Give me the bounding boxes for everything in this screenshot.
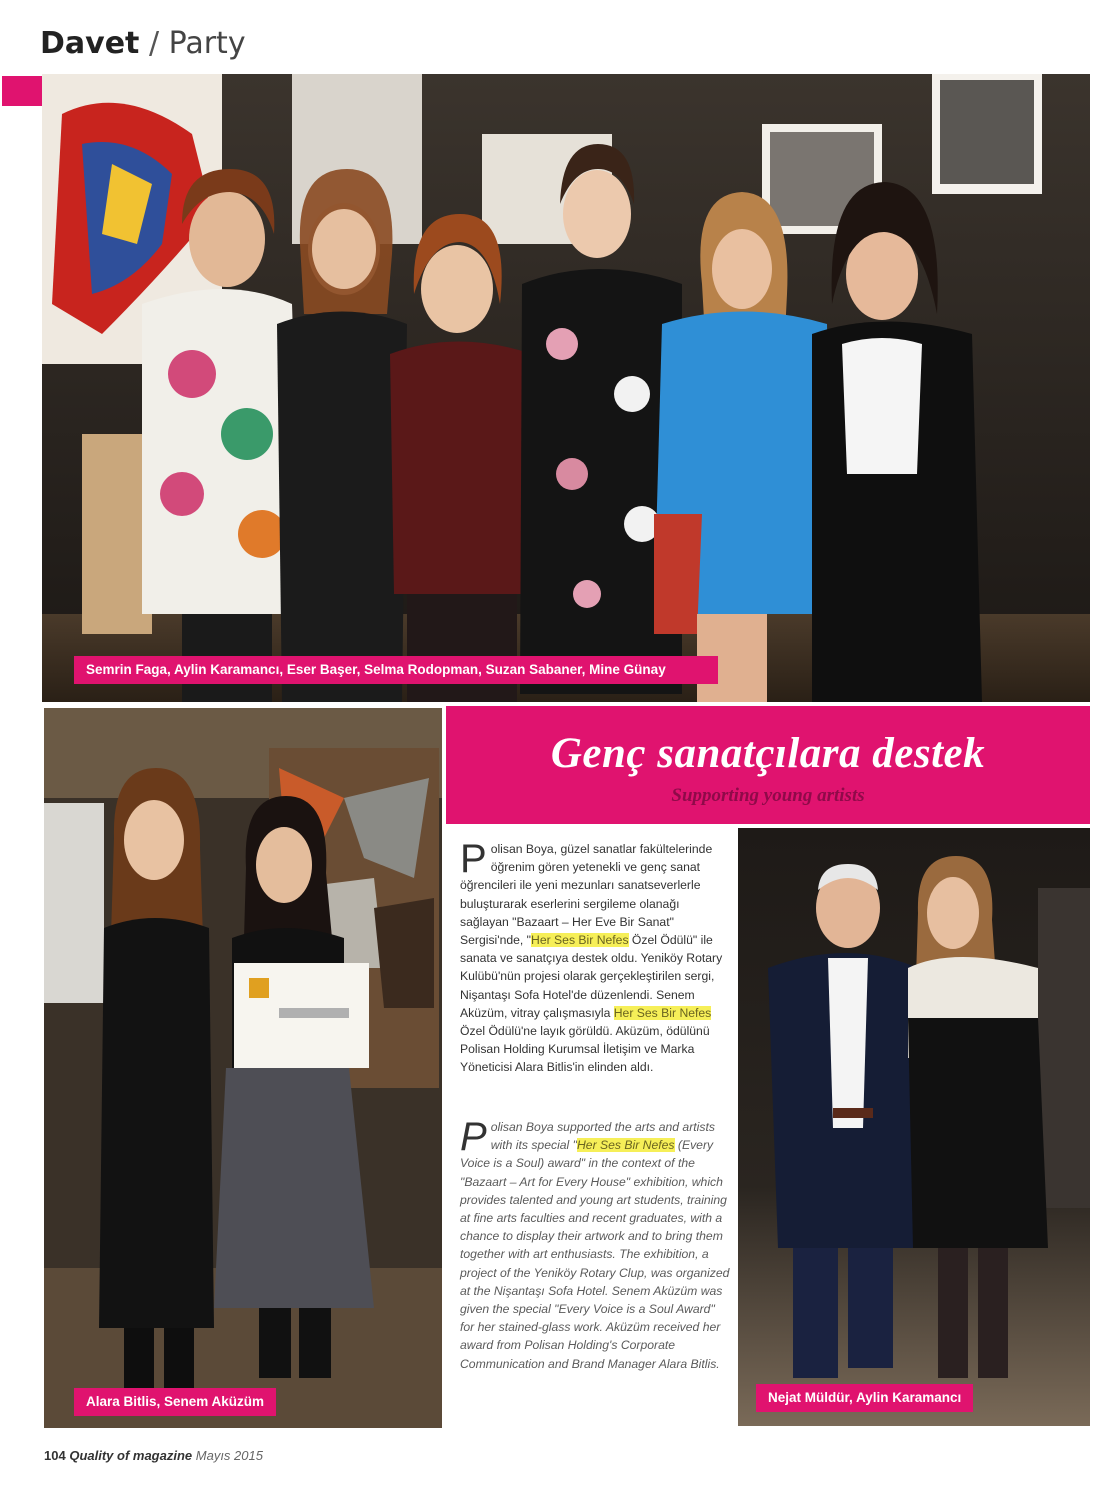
award-photo [44,708,442,1428]
drop-cap-tr: P [460,837,487,881]
section-header [40,26,246,61]
article-en-segment: olisan Boya supported the arts and artists with its special " [490,1120,715,1153]
award-photo-image [44,708,442,1428]
footer-magazine-name: Quality of magazine [69,1448,193,1463]
group-photo-image [42,74,1090,702]
drop-cap-en: P [460,1115,487,1159]
couple-photo-caption: Nejat Müldür, Aylin Karamancı [756,1384,973,1412]
article-text-tr [460,837,730,1077]
article-text-en [460,1115,730,1373]
article-title: Genç sanatçılara destek [550,730,986,777]
highlight-award-name: Her Ses Bir Nefes [576,1138,675,1153]
couple-photo-image [738,828,1090,1426]
section-title: Davet [40,26,140,61]
article-tr-segment: Özel Ödülü" ile sanata ve sanatçıya destek oldu. Yeniköy Rotary Kulübü'nün projesi olarak gerçekleştirilen sergi, Nişantaşı Sofa Hotel'de düzenlendi. Senem Aküzüm, vitray çalışmasıyla [460,933,723,1020]
highlight-award-name: Her Ses Bir Nefes [613,1005,712,1020]
article-subtitle: Supporting young artists [671,785,865,806]
highlight-award-name: Her Ses Bir Nefes [531,933,629,948]
group-photo [42,74,1090,702]
page-number: 104 [44,1448,66,1463]
article-tr-segment: Özel Ödülü'ne layık görüldü. Aküzüm, ödülünü Polisan Holding Kurumsal İletişim ve Marka Yöneticisi Alara Bitlis'in elinden aldı. [460,1024,710,1075]
group-photo-caption: Semrin Faga, Aylin Karamancı, Eser Başer, Selma Rodopman, Suzan Sabaner, Mine Günay [74,656,718,684]
section-subtitle: Party [168,26,246,61]
couple-photo [738,828,1090,1426]
award-photo-caption: Alara Bitlis, Senem Aküzüm [74,1388,276,1416]
page-footer [44,1448,263,1463]
article-tr-segment: olisan Boya, güzel sanatlar fakültelerinde öğrenim gören yetenekli ve genç sanat öğrencileri ile yeni mezunları sanatseverlerle buluşturarak eserlerini sergileme olanağı sağlayan "Bazaart – Her Eve Bir Sanat" Sergisi'nde, " [460,842,713,948]
article-title-box [446,706,1090,824]
article-en-segment: (Every Voice is a Soul) award" in the context of the "Bazaart – Art for Every House" exhibition, which provides talented and young art students, training at fine arts faculties and recent graduates, with a chance to display their artwork and to bring them together with art enthusiasts. The exhibition, a project of the Yeniköy Rotary Clup, was organized at the Nişantaşı Sofa Hotel. Senem Aküzüm was given the special "Every Voice is a Soul Award" for her stained-glass work. Aküzüm received her award from Polisan Holding's Corporate Communication and Brand Manager Alara Bitlis. [460,1138,730,1371]
section-separator: / [148,26,160,61]
footer-issue-date: Mayıs 2015 [195,1448,263,1463]
